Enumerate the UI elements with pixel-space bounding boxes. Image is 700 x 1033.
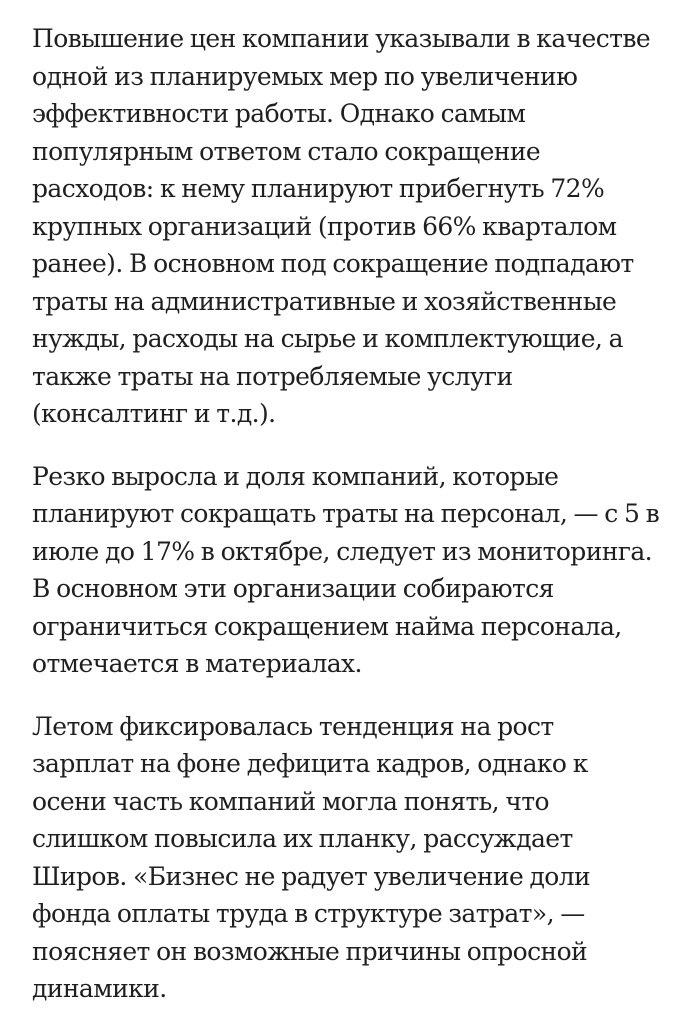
text-line: нужды, расходы на сырье и комплектующие, а xyxy=(32,324,623,353)
text-line: эффективности работы. Однако самым xyxy=(32,99,526,128)
text-line: поясняет он возможные причины опросной xyxy=(32,936,588,966)
paragraph-1 xyxy=(32,20,682,433)
text-line: ранее). В основном под сокращение подпадают xyxy=(32,249,634,278)
text-line: планируют сокращать траты на персонал, — с 5 в xyxy=(32,499,660,528)
text-line: динамики. xyxy=(32,974,167,1003)
text-line: популярным ответом стало сокращение xyxy=(32,136,541,166)
text-line: (консалтинг и т.д.). xyxy=(32,399,276,428)
text-line: Широв. «Бизнес не радует увеличение доли xyxy=(32,861,591,891)
text-line: крупных организаций (против 66% кварталом xyxy=(32,211,617,241)
article-body xyxy=(32,20,682,1033)
text-line: расходов: к нему планируют прибегнуть 72% xyxy=(32,174,605,203)
text-line: также траты на потребляемые услуги xyxy=(32,361,513,391)
text-line: осени часть компаний могла понять, что xyxy=(32,786,549,816)
text-line: отмечается в материалах. xyxy=(32,649,362,678)
text-line: Повышение цен компании указывали в качестве xyxy=(32,24,651,53)
text-line: июле до 17% в октябре, следует из мониторинга. xyxy=(32,536,652,566)
text-line: слишком повысила их планку, рассуждает xyxy=(32,824,573,853)
text-line: фонда оплаты труда в структуре затрат», — xyxy=(32,899,585,928)
paragraph-2 xyxy=(32,458,682,683)
text-line: ограничиться сокращением найма персонала, xyxy=(32,611,622,641)
text-line: Летом фиксировалась тенденция на рост xyxy=(32,711,554,741)
text-line: Резко выросла и доля компаний, которые xyxy=(32,461,559,491)
text-line: В основном эти организации собираются xyxy=(32,574,554,603)
text-line: траты на административные и хозяйственные xyxy=(32,286,617,316)
text-line: зарплат на фоне дефицита кадров, однако к xyxy=(32,749,588,778)
text-line: одной из планируемых мер по увеличению xyxy=(32,61,578,91)
paragraph-3 xyxy=(32,708,682,1008)
